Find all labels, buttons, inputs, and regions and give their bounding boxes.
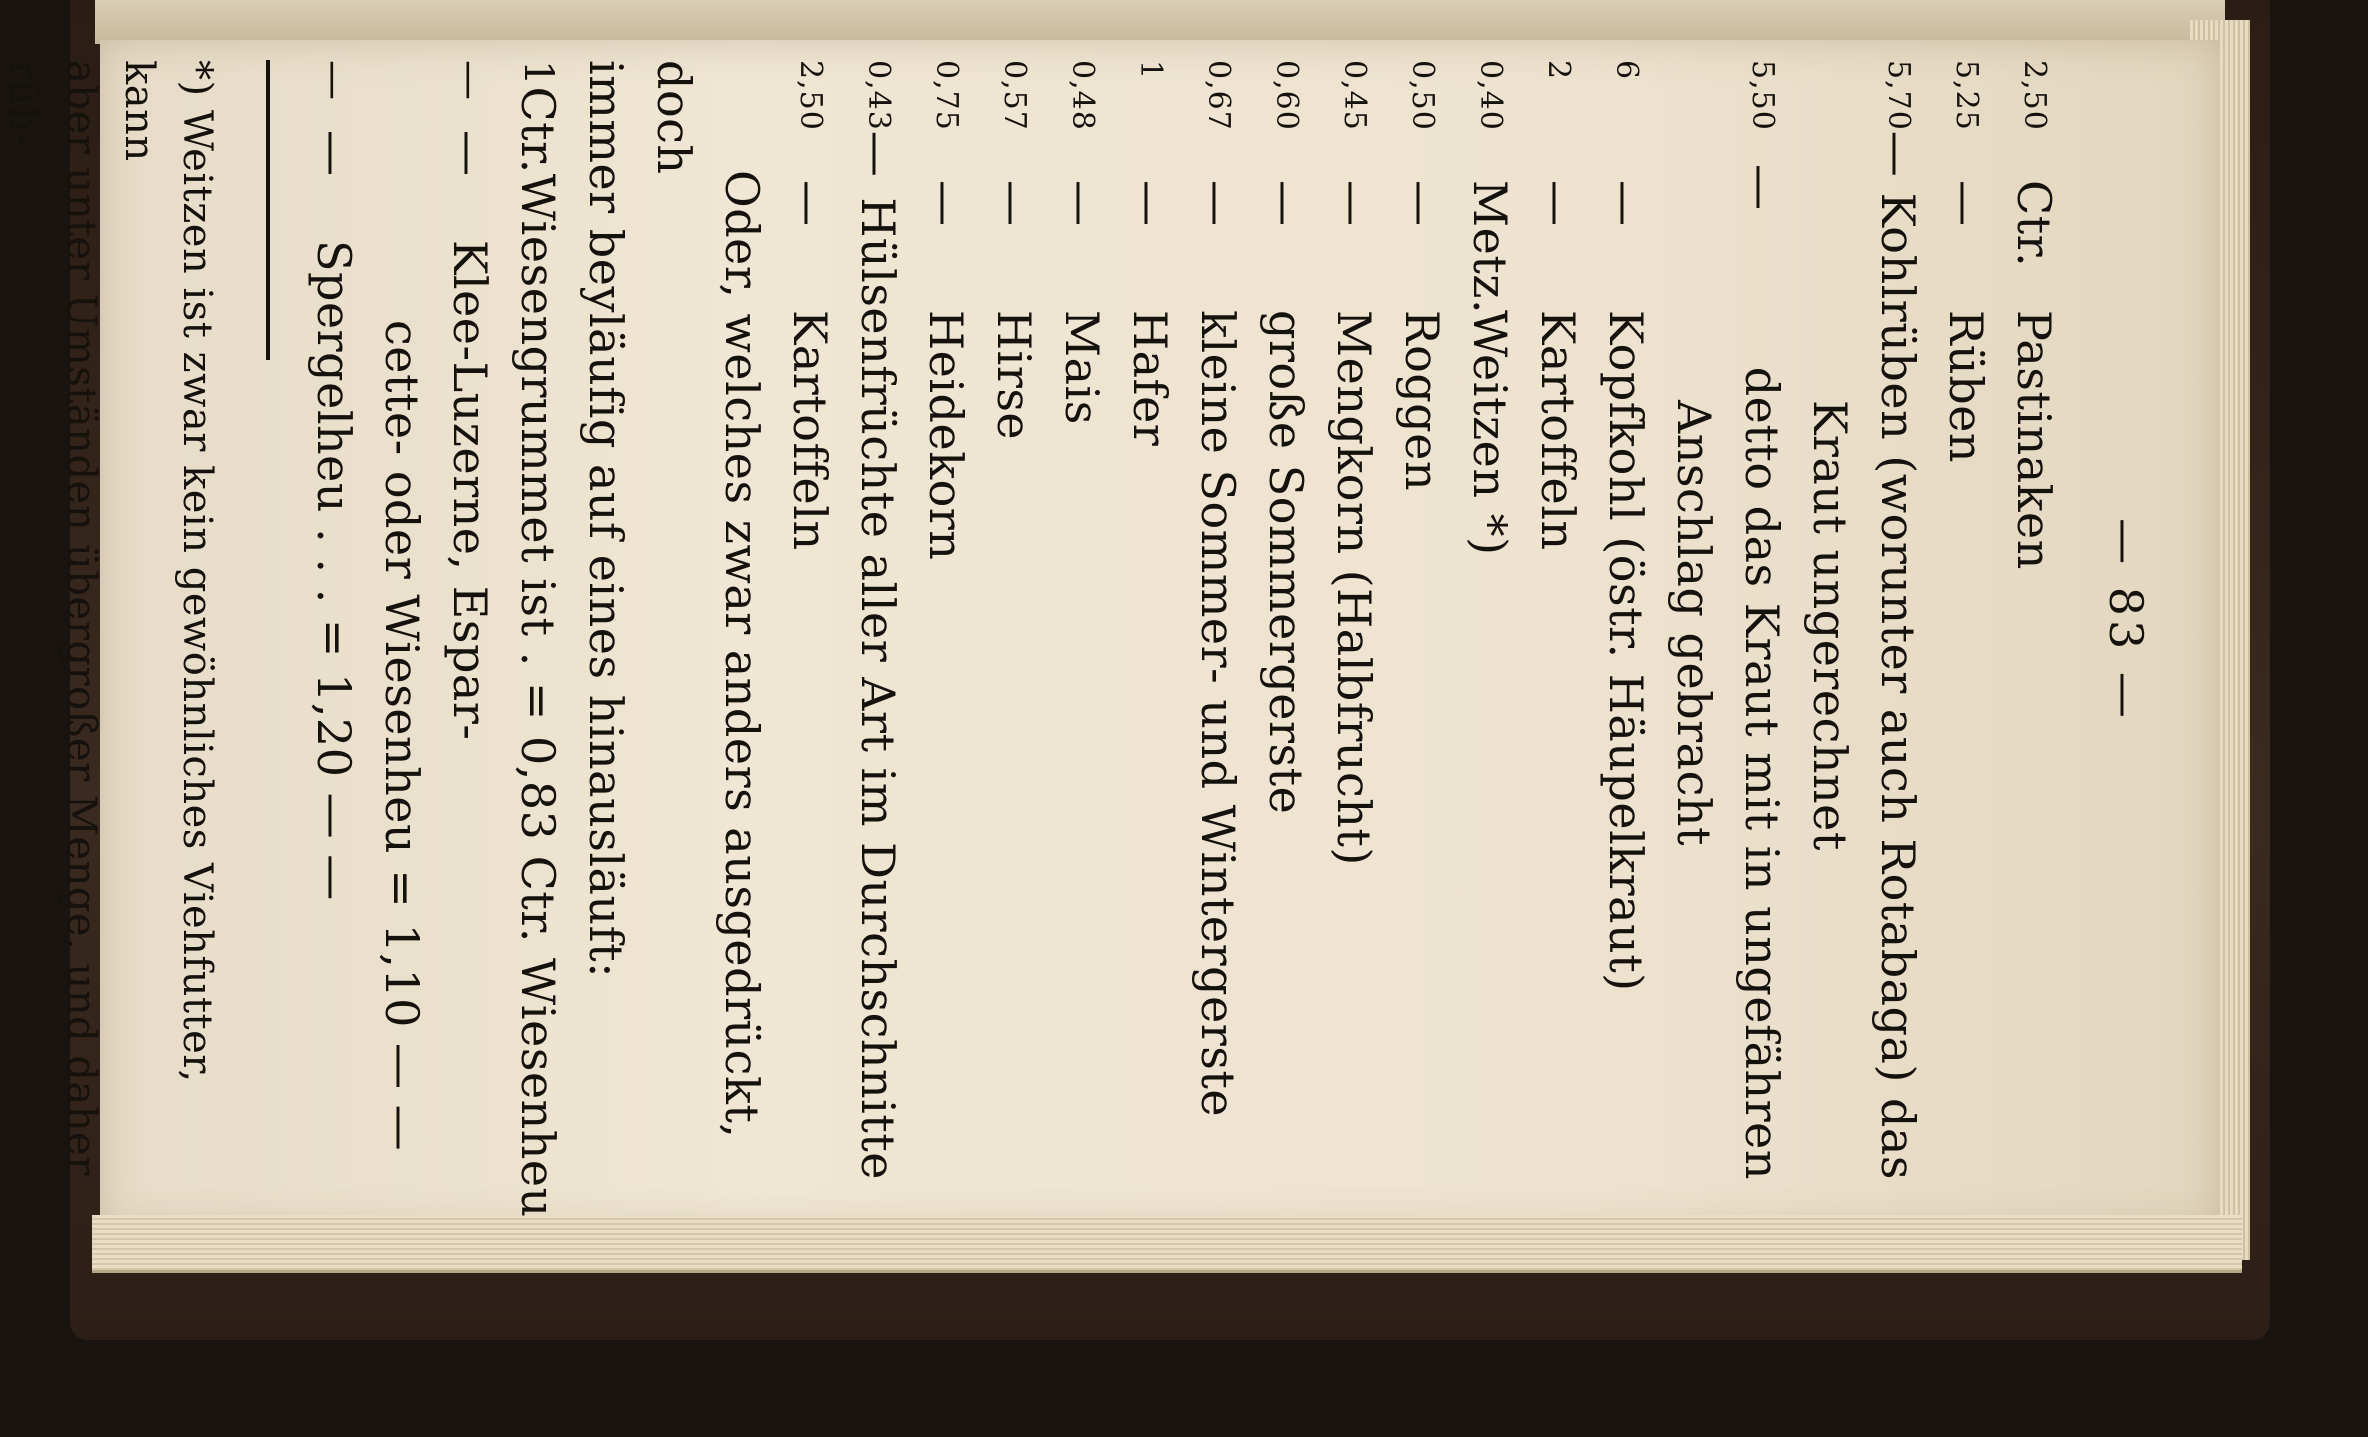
row-unit: — [1055,180,1109,227]
fodder-table [300,60,572,1218]
table-row [912,60,980,1180]
row-unit: — [1939,180,1993,227]
row-unit: — [919,180,973,227]
row-amount: 0,75 [929,60,964,131]
page-bottom-edge [92,1215,2242,1273]
row-unit: — [783,180,837,227]
row-label: Weitzen *) [1463,310,1517,556]
row-unit: — [1123,180,1177,227]
row-label: Hafer [1123,310,1177,447]
row-unit: — [987,180,1041,227]
row-unit: Ctr. [2007,180,2061,268]
fodder-label: Klee-Luzerne, Espar- [443,240,497,741]
footnote-line-2: aber unter Umständen übergroßer Menge, und daher rüh- [0,60,104,1176]
table-row [1932,60,2000,1180]
yield-table [776,60,2068,1180]
footnote-divider [266,60,270,360]
row-label: Mengkorn (Halbfrucht) [1327,310,1381,866]
row-label: Heidekorn [919,310,973,561]
table-row [1116,60,1184,1180]
fodder-row [504,60,572,1218]
row-label: kleine Sommer- und Wintergerste [1191,310,1245,1118]
table-row [2000,60,2068,1180]
row-amount: 5,70 [1881,60,1916,131]
table-row [1864,60,1932,1180]
row-unit: — [1531,180,1585,227]
fodder-row [436,60,504,1180]
row-label: Hülsenfrüchte aller Art im Durchschnitte [851,197,905,1180]
fodder-unit: — [443,130,497,177]
table-row [1048,60,1116,1180]
footnote-line-1: *) Weitzen ist zwar kein gewöhnliches Viehfutter, kann [116,60,220,1083]
row-unit: — [1327,180,1381,227]
row-amount: 0,57 [997,60,1032,131]
fodder-unit: Ctr. [511,86,565,174]
row-unit: — [1735,164,1789,211]
row-amount: 2,50 [793,60,828,131]
row-unit: — [1191,180,1245,227]
row-unit: — [1395,180,1449,227]
fodder-amount: 1 [515,60,561,87]
row-amount: 0,40 [1473,60,1508,131]
row-label: Mais [1055,310,1109,425]
row-amount: 6 [1609,60,1644,81]
fodder-row [300,60,368,1180]
table-row [1660,60,1728,1180]
table-row [1592,60,1660,1180]
table-row [1728,60,1796,1180]
row-amount: 0,60 [1269,60,1304,131]
row-label: Kopfkohl (östr. Häupelkraut) [1599,310,1653,992]
table-row [1456,60,1524,1180]
row-label: Kraut ungerechnet [1803,400,1857,851]
fodder-label: Wiesengrummet ist . = 0,83 Ctr. Wiesenheu [511,173,565,1218]
page-top-edge [95,0,2225,44]
table-row [1388,60,1456,1180]
row-label: Pastinaken [2007,310,2061,570]
table-row [1252,60,1320,1180]
row-unit: Metz. [1463,180,1517,315]
table-row [980,60,1048,1180]
row-amount: 0,45 [1337,60,1372,131]
page-number: — 83 — [2099,518,2153,722]
page-text-rotated [0,60,2160,1218]
paragraph-line-1: Oder, welches zwar anders ausgedrückt, doch [647,60,769,1139]
row-label: Rüben [1939,310,1993,464]
fodder-amount: — [311,60,357,101]
row-label: Anschlag gebracht [1667,400,1721,846]
fodder-unit: — [307,130,361,177]
paragraph-line-2: immer beyläufig auf eines hinausläuft: [579,60,633,979]
row-amount: 1 [1133,60,1168,81]
fodder-label: cette- oder Wiesenheu = 1,10 — — [375,320,429,1152]
fodder-amount: — [447,60,493,101]
row-amount: 2,50 [2017,60,2052,131]
row-unit: — [1871,130,1925,178]
row-unit: — [851,130,905,178]
row-label: Kartoffeln [783,310,837,551]
row-amount: 5,25 [1949,60,1984,131]
table-row [1796,60,1864,1180]
row-amount: 0,48 [1065,60,1100,131]
table-row [1524,60,1592,1180]
table-row [1320,60,1388,1180]
row-label: Roggen [1395,310,1449,492]
row-amount: 2 [1541,60,1576,81]
row-amount: 5,50 [1745,60,1780,131]
table-row [844,60,912,1180]
row-label: Kohlrüben (worunter auch Rotabaga) das [1871,192,1925,1180]
row-amount: 0,67 [1201,60,1236,131]
row-label: detto das Kraut mit in ungefähren [1735,366,1789,1180]
row-unit: — [1259,180,1313,227]
row-label: Hirse [987,310,1041,441]
table-row [1184,60,1252,1180]
row-label: große Sommergerste [1259,310,1313,815]
row-label: Kartoffeln [1531,310,1585,551]
fodder-label: Spergelheu . . . = 1,20 — — [307,240,361,901]
row-unit: — [1599,180,1653,227]
fodder-row [368,60,436,1180]
table-row [776,60,844,1180]
row-amount: 0,43 [861,60,896,131]
row-amount: 0,50 [1405,60,1440,131]
